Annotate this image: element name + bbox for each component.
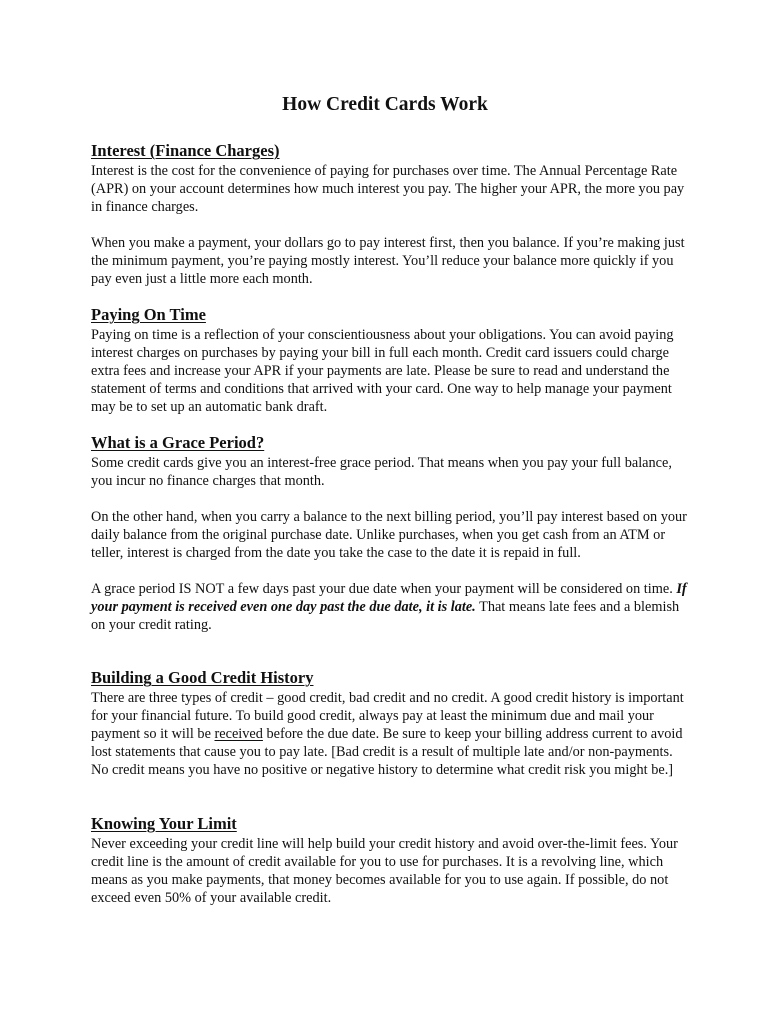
section-heading-grace-period: What is a Grace Period? (91, 433, 265, 452)
section-heading-interest: Interest (Finance Charges) (91, 141, 280, 160)
paragraph-grace-period-3 (91, 580, 691, 634)
section-paying-on-time (91, 305, 691, 416)
paragraph-credit-history-1 (91, 689, 691, 779)
late-payment-emphasis: If your payment is received even one day past the due date, it is late. (91, 581, 687, 615)
section-heading-credit-history: Building a Good Credit History (91, 668, 314, 687)
paragraph-interest-1: Interest is the cost for the convenience of paying for purchases over time. The Annual Percentage Rate (APR) on your account determines how much interest you pay. The higher your APR, the more you pay in finance charges. (91, 163, 685, 215)
paragraph-knowing-limit-1: Never exceeding your credit line will help build your credit history and avoid over-the-limit fees. Your credit line is the amount of credit available for you to use for purchases. It is a revolving line, which means as you make payments, that money becomes available for you to use again. If possible, do not exceed even 50% of your available credit. (91, 836, 678, 906)
section-grace-period (91, 433, 691, 634)
grace-period-3-text-end: That means late fees and a blemish on your credit rating. (91, 599, 680, 633)
page-title: How Credit Cards Work (282, 94, 488, 115)
paragraph-grace-period-1: Some credit cards give you an interest-free grace period. That means when you pay your full balance, you incur no finance charges that month. (91, 455, 672, 489)
paragraph-paying-on-time-1: Paying on time is a reflection of your conscientiousness about your obligations. You can avoid paying interest charges on purchases by paying your bill in full each month. Credit card issuers could charge extra fees and increase your APR if your payments are late. Please be sure to read and understand the statement of terms and conditions that arrived with your card. One way to help manage your payment may be to set up an automatic bank draft. (91, 327, 674, 415)
paragraph-interest-2: When you make a payment, your dollars go to pay interest first, then you balance. If you’re making just the minimum payment, you’re paying mostly interest. You’ll reduce your balance more quickly if you pay even just a little more each month. (91, 235, 685, 287)
credit-history-text-start: There are three types of credit – good credit, bad credit and no credit. A good credit history is important for your financial future. To build good credit, always pay at least the minimum due and mail your payment so it will be (91, 690, 684, 742)
grace-period-3-text-start: A grace period IS NOT a few days past your due date when your payment will be considered on time. (91, 581, 677, 597)
paragraph-grace-period-2: On the other hand, when you carry a balance to the next billing period, you’ll pay interest based on your daily balance from the original purchase date. Unlike purchases, when you get cash from an ATM or teller, interest is charged from the date you take the case to the date it is repaid in full. (91, 509, 687, 561)
section-heading-knowing-limit: Knowing Your Limit (91, 814, 237, 833)
section-knowing-limit (91, 814, 691, 907)
received-underlined: received (214, 726, 263, 742)
section-heading-paying-on-time: Paying On Time (91, 305, 206, 324)
section-credit-history (91, 668, 691, 779)
section-interest (91, 141, 691, 288)
credit-history-text-end: before the due date. Be sure to keep your billing address current to avoid lost statements that cause you to pay late. [Bad credit is a result of multiple late and/or non-payments. No credit means you have no positive or negative history to determine what credit risk you might be.] (91, 726, 683, 778)
